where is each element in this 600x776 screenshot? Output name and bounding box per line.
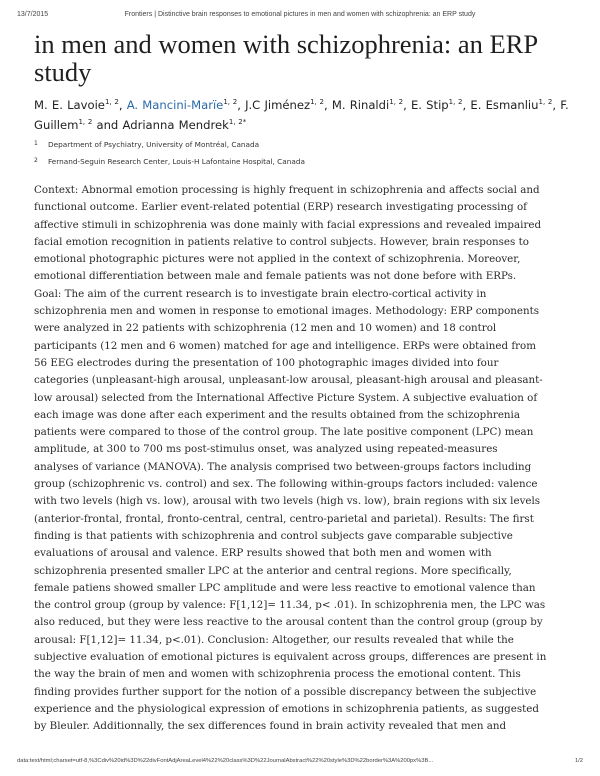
abstract-line: subjective evaluation of emotional pictures is equivalent across groups, differences are present in xyxy=(34,651,547,664)
author-affil-sup: 1, 2 xyxy=(223,98,238,106)
author-separator: and xyxy=(92,118,123,132)
abstract-line: analyses of variance (MANOVA). The analysis comprised two between-groups factors including xyxy=(34,460,532,473)
abstract-line: finding is that patients with schizophrenia and control subjects gave comparable subjective xyxy=(34,529,513,542)
affiliation-text: Department of Psychiatry, University of Montréal, Canada xyxy=(48,140,260,149)
abstract-line: emotional photographic pictures were not applied in the context of schizophrenia. Moreover, xyxy=(34,253,521,266)
abstract-line: facial emotion recognition in patients relative to control subjects. However, brain responses to xyxy=(34,235,529,248)
author-separator: , xyxy=(552,98,561,112)
author-name[interactable]: M. E. Lavoie xyxy=(34,98,105,112)
author-name[interactable]: E. Stip xyxy=(410,98,449,112)
author-separator: , xyxy=(462,98,471,112)
affiliation-number: 2 xyxy=(34,157,38,164)
abstract-line: the way the brain of men and women with schizophrenia process the emotional content. This xyxy=(34,668,521,681)
abstract-line: participants (12 men and 6 women) matched for age and intelligence. ERPs were obtained from xyxy=(34,339,537,352)
abstract-line: also reduced, but they were less reactive to the arousal content than the control group (group by xyxy=(34,616,543,629)
author-name[interactable]: E. Esmanliu xyxy=(470,98,539,112)
author-name[interactable]: F. Guillem xyxy=(34,98,569,132)
affiliation-number: 1 xyxy=(34,140,38,147)
abstract-line: functional outcome. Earlier event-related potential (ERP) research investigating processing of xyxy=(34,201,527,214)
abstract-line: by Bleuler. Additionnally, the sex differences found in brain activity revealed that men and xyxy=(34,720,507,733)
abstract-line: arousal: F[1,12]= 11.34, p<.01). Conclusion: Altogether, our results revealed that while the xyxy=(34,633,514,646)
author-affil-sup: 1, 2 xyxy=(389,98,404,106)
abstract-line: categories (unpleasant-high arousal, unpleasant-low arousal, pleasant-high arousal and pleasant- xyxy=(34,374,543,387)
author-affil-sup: 1, 2 xyxy=(310,98,324,106)
author-link[interactable]: A. Mancini-Marïe xyxy=(126,98,224,112)
abstract-line: Goal: The aim of the current research is to investigate brain electro-cortical activity in xyxy=(34,287,487,300)
author-separator: , xyxy=(118,98,127,112)
abstract-line: group (schizophrenic vs. control) and sex. The following within-groups factors included: valence xyxy=(34,478,538,491)
print-date: 13/7/2015 xyxy=(17,11,49,18)
author-separator: , xyxy=(237,98,246,112)
author-list xyxy=(34,95,574,135)
title-line-2: study xyxy=(34,57,92,87)
author-name[interactable]: M. Rinaldi xyxy=(331,98,390,112)
print-url: data:text/html;charset=utf-8,%3Cdiv%20id%3D%22divFontAdjAreaLevel4%22%20class%3D%22JournalAbstract%22%20style%3D%22border%3A%200px%3B... xyxy=(17,758,434,764)
abstract-line: 56 EEG electrodes during the presentation of 100 photographic images divided into four xyxy=(34,356,499,369)
abstract-line: (anterior-frontal, frontal, fronto-central, central, centro-parietal and parietal). Results: The first xyxy=(34,512,534,525)
abstract-line: patients were compared to those of the control group. The late positive component (LPC) mean xyxy=(34,426,534,439)
author-affil-sup: 1, 2 xyxy=(448,98,463,106)
author-name[interactable]: Adrianna Mendrek xyxy=(122,118,229,132)
abstract-line: low arousal) selected from the International Affective Picture System. A subjective evaluation of xyxy=(34,391,538,404)
author-affil-sup: 1, 2 xyxy=(538,98,553,106)
abstract-line: emotional differentiation between male and female patients was not done before with ERPs. xyxy=(34,270,517,283)
article-title xyxy=(34,30,574,86)
abstract-line: each image was done after each experiment and the results obtained from the schizophrenia xyxy=(34,408,520,421)
print-page-title: Frontiers | Distinctive brain responses to emotional pictures in men and women with schizophrenia: an ERP study xyxy=(124,11,476,18)
affiliation-item xyxy=(34,157,574,166)
abstract-line: were analyzed in 22 patients with schizophrenia (12 men and 10 women) and 18 control xyxy=(34,322,497,335)
title-line-1: in men and women with schizophrenia: an ERP xyxy=(34,29,539,59)
print-footer xyxy=(17,758,583,764)
abstract-line: schizophrenia presented smaller LPC at the anterior and central regions. More specifically, xyxy=(34,564,512,577)
abstract-line: with two levels (high vs. low), arousal with two levels (high vs. low), brain regions with six levels xyxy=(34,495,541,508)
author-separator: , xyxy=(403,98,411,112)
author-affil-sup: 1, 2 xyxy=(104,98,119,106)
author-affil-sup: 1, 2* xyxy=(228,118,247,126)
abstract-line: finding provides further support for the notion of a possible discrepancy between the subjective xyxy=(34,685,537,698)
abstract-line: experience and the physiological expression of emotions in schizophrenia patients, as suggested xyxy=(34,702,539,715)
print-page-number: 1/2 xyxy=(574,758,583,764)
abstract-line: the control group (group by valence: F[1,12]= 11.34, p< .01). In schizophrenia men, the LPC was xyxy=(34,599,546,612)
abstract-body xyxy=(34,182,577,736)
abstract-line: schizophrenia men and women in response to emotional images. Methodology: ERP components xyxy=(34,305,540,318)
affiliation-item xyxy=(34,140,574,149)
author-affil-sup: 1, 2 xyxy=(78,118,93,126)
affiliation-text: Fernand-Seguin Research Center, Louis-H Lafontaine Hospital, Canada xyxy=(48,157,305,166)
print-header xyxy=(17,11,583,18)
abstract-line: evaluations of arousal and valence. ERP results showed that both men and women with xyxy=(34,547,492,560)
abstract-line: affective stimuli in schizophrenia was done mainly with facial expressions and revealed impaired xyxy=(34,218,542,231)
author-name[interactable]: J.C Jiménez xyxy=(245,98,311,112)
abstract-line: female patiens showed smaller LPC amplitude and were less reactive to emotional valence than xyxy=(34,581,536,594)
author-separator: , xyxy=(323,98,332,112)
abstract-line: amplitude, at 300 to 700 ms post-stimulus onset, was analyzed using repeated-measures xyxy=(34,443,498,456)
abstract-line: Context: Abnormal emotion processing is highly frequent in schizophrenia and affects social and xyxy=(34,184,540,196)
